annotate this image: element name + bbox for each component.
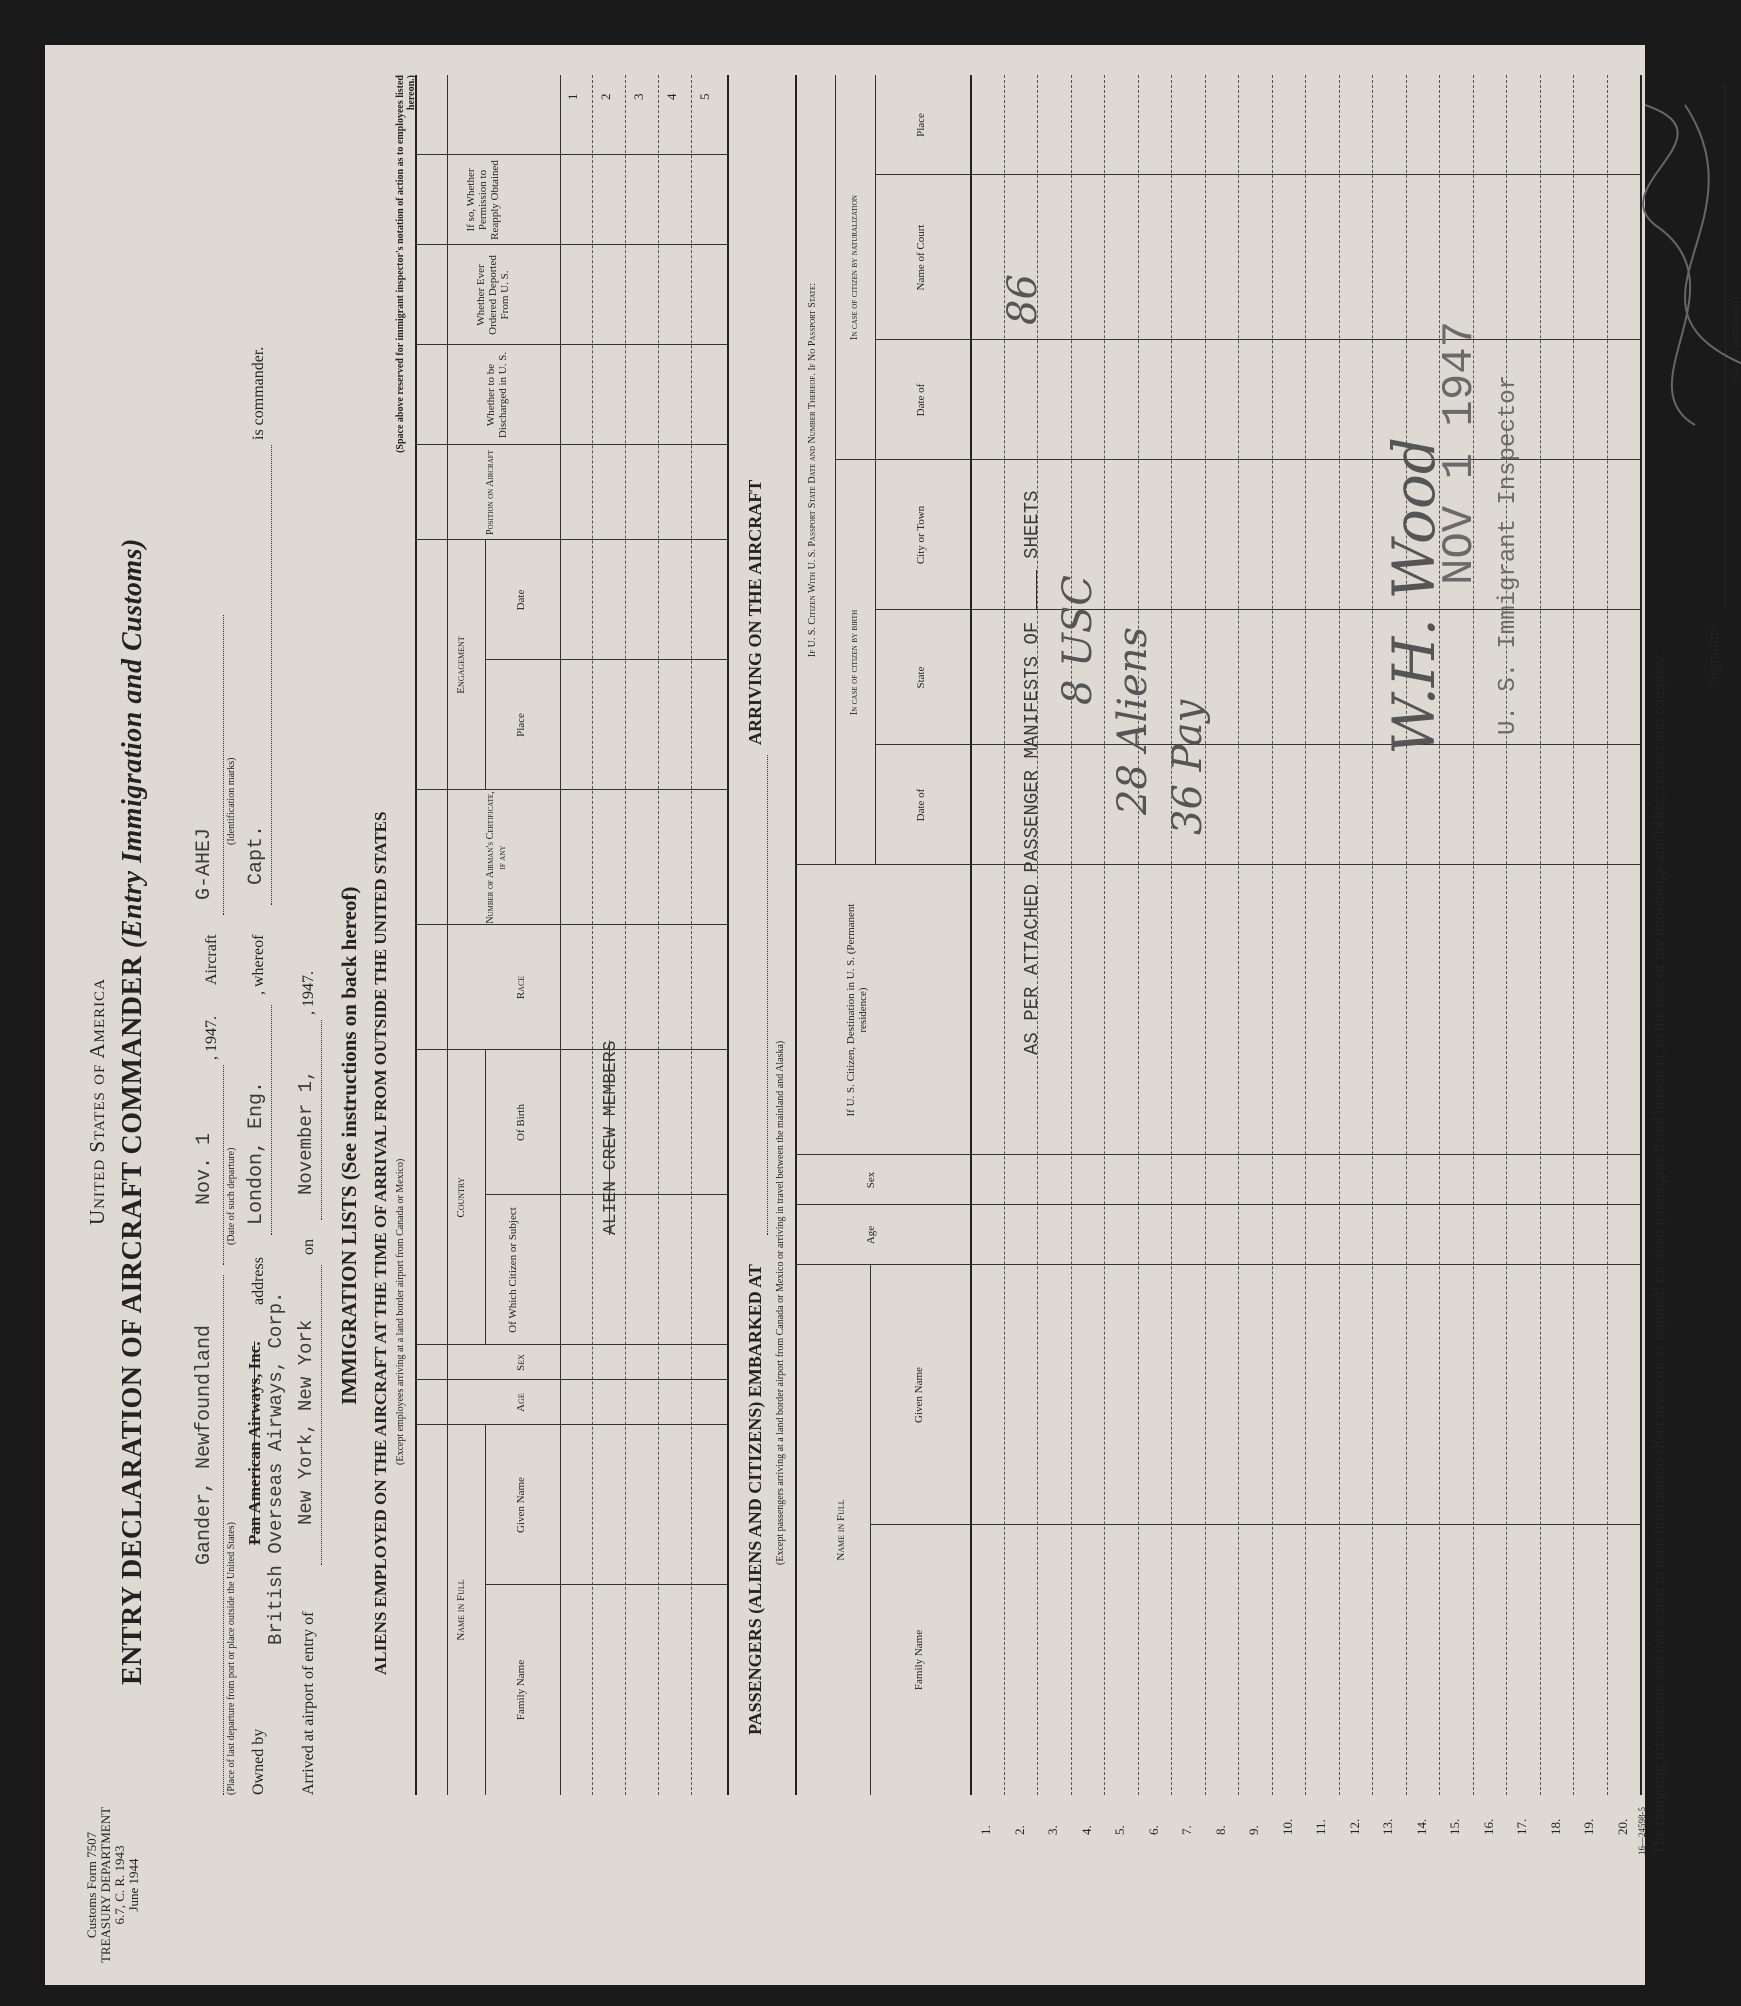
owner-struck: Pan American Airways, Inc. [245,1341,264,1545]
passenger-row-number: 2. [1011,1825,1027,1835]
passenger-row-number: 15. [1447,1818,1462,1835]
aliens-row-number: 1 [565,93,580,100]
aliens-row-number: 3 [631,93,646,100]
tally-8usc: 8 USC [1055,575,1101,705]
passengers-col-age: Age [865,1225,877,1245]
signature-scribble [45,45,1645,1985]
arrival-place: New York, New York [295,1319,317,1525]
aliens-row-number: 4 [664,93,679,100]
form-id-line1: Customs Form 7507 [84,1831,99,1939]
form-title-italic: (Entry Immigration and Customs) [117,538,148,949]
aliens-col-position: Position on Aircraft [485,450,496,535]
passengers-title2: ARRIVING ON THE AIRCRAFT [745,479,765,745]
passenger-row-number: 20. [1614,1818,1630,1835]
stamp-date: NOV 1 1947 [1435,320,1485,585]
aliens-col-of-birth: Of Birth [515,1104,527,1141]
passengers-col-name-in-full: Name in Full [835,1499,847,1561]
passenger-row-number: 10. [1279,1818,1295,1835]
passengers-col-destination: If U. S. Citizen, Destination in U. S. (Permanent residence) [845,903,869,1117]
immigration-title: IMMIGRATION LISTS (See instructions on back hereof) [337,886,361,1405]
passenger-row-number: 5. [1112,1825,1127,1835]
passengers-title: PASSENGERS (ALIENS AND CITIZENS) EMBARKED AT [745,1264,765,1735]
aliens-col-name-in-full: Name in Full [455,1579,467,1641]
aliens-col-age: Age [515,1393,527,1412]
departure-date: Nov. 1 [193,1132,216,1205]
aircraft-marks: G-AHEJ [193,827,216,900]
aliens-col-permission: If so, Whether Permission to Reapply Obtained [465,160,501,240]
aliens-row-number: 2 [598,93,613,100]
aliens-col-engagement: Engagement [455,636,467,694]
passengers-col-city: City or Town [915,505,927,565]
whereof-value: Capt. [245,824,268,885]
form-id-line2: TREASURY DEPARTMENT [98,1806,113,1964]
aliens-col-place: Place [515,713,527,737]
passengers-col-place: Place [915,113,927,137]
passengers-col-name-of-court: Name of Court [915,224,927,291]
passengers-col-passport-head: If U. S. Citizen With U. S. Passport State Date and Number Thereof. If No Passport State: [807,282,818,658]
aircraft-label: Aircraft [203,934,220,985]
passenger-row-number: 19. [1581,1818,1596,1835]
passengers-col-date-of: Date of [915,788,927,822]
owner-label: Owned by [250,1728,267,1795]
passenger-row-number: 12. [1346,1818,1362,1835]
aliens-col-given-name: Given Name [515,1477,527,1533]
passengers-col-sex: Sex [865,1171,877,1189]
aliens-subtitle: (Except employees arriving at a land border airport from Canada or Mexico) [395,1158,406,1465]
certification-text: The foregoing information and that stated in each information sheet herewith as required for alien passengers listed hereon is, to the best of my knowledge and belief, correct and complete. [1651,651,1668,1855]
aliens-col-date: Date [515,589,527,611]
aircraft-caption: (Identification marks) [226,757,237,845]
passenger-row-number: 4. [1078,1825,1094,1835]
form-id-line3: 6.7, C. R. 1943 [112,1845,127,1925]
passenger-row-number: 1. [978,1825,993,1835]
passenger-row-number: 8. [1212,1825,1228,1835]
whereof-label: , whereof [250,934,267,995]
stamp-inspector: U. S. Immigrant Inspector [1495,374,1522,735]
owner-address: London, Eng. [245,1080,268,1225]
passenger-row-number: 9. [1246,1825,1261,1835]
form-title-main: ENTRY DECLARATION OF AIRCRAFT COMMANDER [117,955,148,1685]
aliens-title: ALIENS EMPLOYED ON THE AIRCRAFT AT THE TIME OF ARRIVAL FROM OUTSIDE THE UNITED STATES [371,811,390,1675]
aliens-col-deported: Whether Ever Ordered Deported From U. S. [475,255,511,335]
owner-typed: British Overseas Airways, Corp. [265,1291,287,1645]
arrival-year: , 1947. [300,971,317,1015]
print-code: 16—24598-5 [1637,1807,1647,1855]
inspector-initials: W.H. Wood [1380,436,1448,755]
passenger-row-number: 7. [1179,1825,1194,1835]
arrival-date: November 1, [295,1069,317,1195]
manifest-sheets-label: SHEETS [1021,490,1043,559]
document-page [45,45,1741,1985]
form-id-line4: June 1944 [126,1858,141,1912]
passenger-row-number: 13. [1380,1818,1395,1835]
passenger-row-number: 18. [1547,1818,1563,1835]
passenger-row-number: 14. [1413,1818,1429,1835]
signature-label: Signature [1705,623,1722,685]
passengers-col-by-naturalization: In case of citizen by naturalization [849,195,860,340]
sheets-count: 86 [1000,274,1046,325]
manifest-note-text: AS PER ATTACHED PASSENGER MANIFESTS OF [1021,621,1043,1055]
passengers-col-given-name: Given Name [913,1367,925,1423]
departure-year: , 1947. [203,1016,220,1060]
passengers-subtitle: (Except passengers arriving at a land border airport from Canada or Mexico or arriving in travel between the mainland and Alaska) [775,1040,786,1565]
arrival-label: Arrived at airport of entry of [300,1611,317,1795]
tally-aliens: 28 Aliens [1110,626,1156,815]
aliens-col-citizen-of: Of Which Citizen or Subject [507,1207,519,1333]
passengers-col-by-birth: In case of citizen by birth [849,609,860,716]
aliens-col-airman-cert: Number of Airman's Certificate, if any [485,791,508,924]
aliens-col-family-name: Family Name [515,1659,527,1721]
passenger-row-number: 17. [1514,1818,1529,1835]
address-label: address [250,1257,267,1305]
alien-crew-entry: ALIEN CREW MEMBERS [601,1040,621,1235]
inspector-note: (Space above reserved for immigrant inspector's notation of action as to employees listed hereon.) [395,75,417,453]
departure-place: Gander, Newfoundland [193,1324,216,1565]
passengers-col-date-of-nat: Date of [915,383,927,417]
country-heading: United States of America [85,978,109,1225]
arrival-on-label: on [300,1239,317,1255]
aliens-col-country: Country [455,1177,467,1218]
passenger-row-number: 3. [1045,1825,1060,1835]
passengers-col-state: State [915,666,927,689]
signature-caption: (Aircraft commander) [1730,296,1741,385]
aliens-col-race: Race [515,975,527,1000]
departure-place-caption: (Place of last departure from port or place outside the United States) [226,1522,237,1795]
passengers-col-family-name: Family Name [913,1629,925,1691]
passenger-row-number: 16. [1480,1818,1496,1835]
aliens-row-number: 5 [697,93,712,100]
departure-date-caption: (Date of such departure) [226,1147,237,1245]
tally-pay: 36 Pay [1165,699,1211,835]
aliens-col-sex: Sex [515,1354,527,1371]
passenger-row-number: 6. [1145,1825,1161,1835]
commander-label: is commander. [250,346,267,440]
passenger-row-number: 11. [1313,1819,1328,1835]
signature-rule [1725,85,1726,605]
rotated-form [45,45,1741,1985]
aliens-col-discharged: Whether to be Discharged in U. S. [485,351,509,439]
